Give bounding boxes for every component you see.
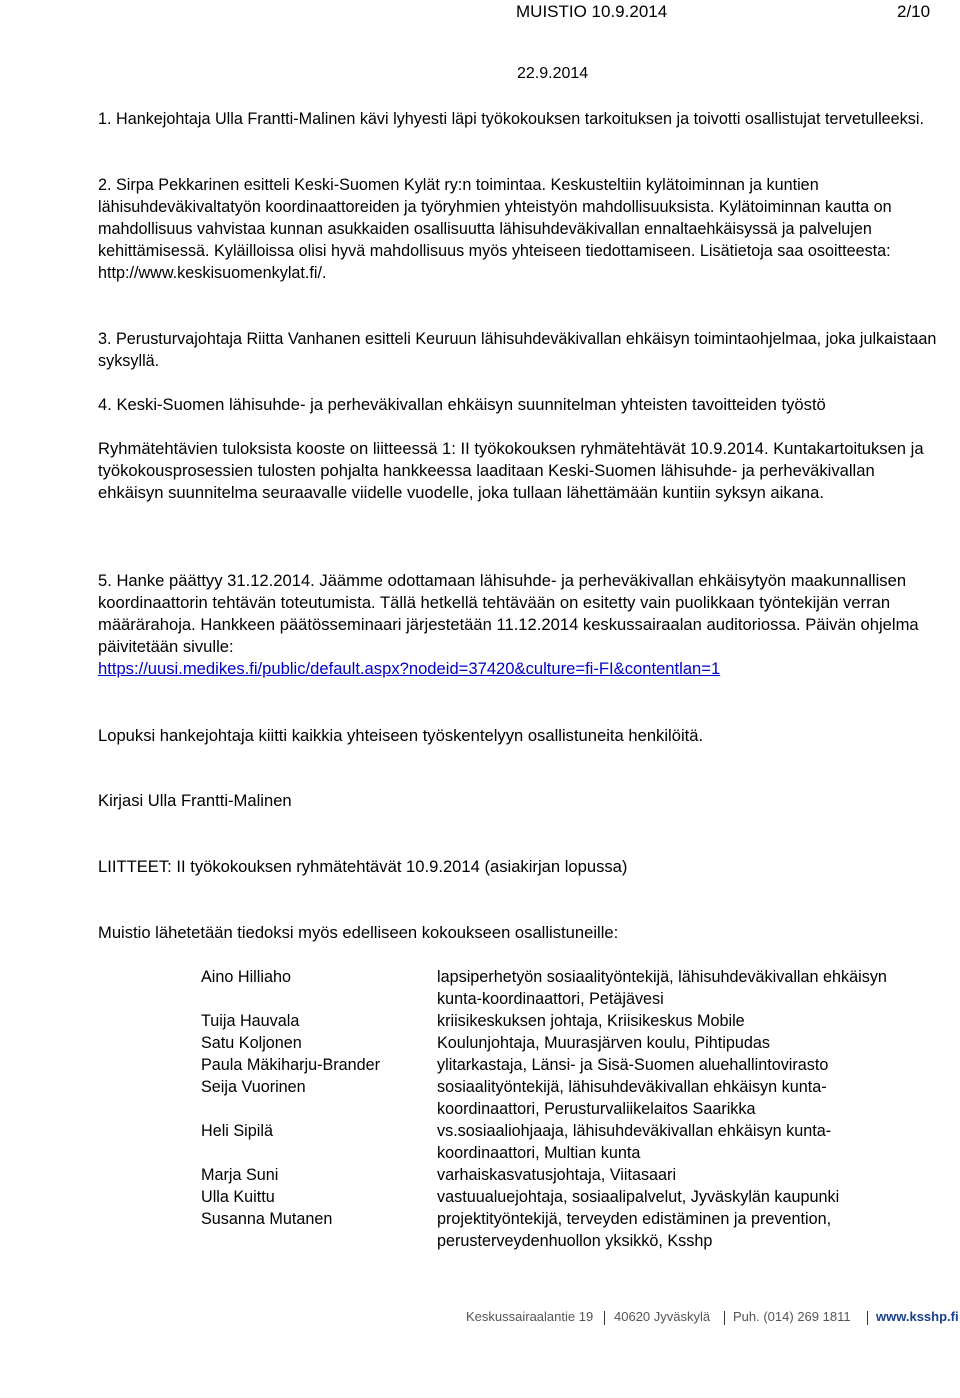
closing-remark: Lopuksi hankejohtaja kiitti kaikkia yhteiseen työskentelyyn osallistuneita henkilöitä.	[98, 726, 704, 745]
page-header	[516, 2, 931, 22]
recipient-role: ylitarkastaja, Länsi- ja Sisä-Suomen aluehallintovirasto	[437, 1056, 829, 1074]
recipient-name: Seija Vuorinen	[201, 1078, 306, 1096]
recipient-role: lapsiperhetyön sosiaalityöntekijä, lähisuhdeväkivallan ehkäisyn kunta-koordinaattori, Petäjävesi	[437, 968, 887, 1008]
distribution-row	[201, 1186, 921, 1208]
recipient-role: kriisikeskuksen johtaja, Kriisikeskus Mobile	[437, 1012, 745, 1030]
recipient-role: projektityöntekijä, terveyden edistäminen ja prevention, perusterveydenhuollon yksikkö, Ksshp	[437, 1210, 832, 1250]
recipient-name: Marja Suni	[201, 1166, 279, 1184]
item-4-heading: 4. Keski-Suomen lähisuhde- ja perheväkivallan ehkäisyn suunnitelman yhteisten tavoitteiden työstö	[98, 395, 826, 414]
footer-phone: Puh. (014) 269 1811	[733, 1309, 851, 1324]
item-1	[98, 108, 938, 130]
meeting-date: 22.9.2014	[517, 65, 589, 82]
distribution-row	[201, 1010, 921, 1032]
recipient-name: Heli Sipilä	[201, 1122, 273, 1140]
footer-postal: 40620 Jyväskylä	[614, 1309, 711, 1324]
item-3	[98, 328, 938, 372]
distribution-intro: Muistio lähetetään tiedoksi myös edelliseen kokoukseen osallistuneille:	[98, 923, 619, 942]
distribution-row	[201, 1164, 921, 1186]
distribution-row	[201, 1032, 921, 1054]
recipient-name: Paula Mäkiharju-Brander	[201, 1056, 381, 1074]
footer-divider	[867, 1311, 868, 1325]
item-2	[98, 174, 938, 284]
footer-divider	[604, 1311, 605, 1325]
item-4	[98, 394, 938, 504]
footer-divider	[724, 1311, 725, 1325]
recipient-name: Aino Hilliaho	[201, 968, 291, 986]
item-5-text: 5. Hanke päättyy 31.12.2014. Jäämme odottamaan lähisuhde- ja perheväkivallan ehkäisytyön maakunnallisen koordinaattorin tehtävän toteutumista. Tällä hetkellä tehtävään on esitetty vain puolikkaan työntekijän verran määrärahoja. Hankkeen päätösseminaari järjestetään 11.12.2014 keskussairaalan auditoriossa. Päivän ohjelma päivitetään sivulle:	[98, 571, 919, 656]
recipient-role: varhaiskasvatusjohtaja, Viitasaari	[437, 1166, 677, 1184]
item-5	[98, 570, 938, 680]
attachments: LIITTEET: II työkokouksen ryhmätehtävät 10.9.2014 (asiakirjan lopussa)	[98, 857, 628, 876]
distribution-row	[201, 1054, 921, 1076]
distribution-row	[201, 1208, 921, 1252]
recipient-role: sosiaalityöntekijä, lähisuhdeväkivallan ehkäisyn kunta-koordinaattori, Perusturvaliikelaitos Saarikka	[437, 1078, 827, 1118]
item-3-text: 3. Perusturvajohtaja Riitta Vanhanen esitteli Keuruun lähisuhdeväkivallan ehkäisyn toimintaohjelmaa, joka julkaistaan syksyllä.	[98, 330, 937, 370]
page-number: 2/10	[897, 2, 931, 21]
item-4-detail: Ryhmätehtävien tuloksista kooste on liitteessä 1: II työkokouksen ryhmätehtävät 10.9.2014. Kuntakartoituksen ja työkokousprosessien tulosten pohjalta hankkeessa laaditaan Keski-Suomen lähisuhde- ja perheväkivallan ehkäisyn suunnitelma seuraavalle viidelle vuodelle, joka tullaan lähettämään kuntiin syksyn aikana.	[98, 439, 924, 502]
recipient-name: Susanna Mutanen	[201, 1210, 333, 1228]
item-2-text: 2. Sirpa Pekkarinen esitteli Keski-Suomen Kylät ry:n toimintaa. Keskusteltiin kylätoiminnan ja kuntien lähisuhdeväkivaltatyön koordinaattoreiden ja työryhmien yhteistyön mahdollisuuksista. Kylätoiminnan kautta on mahdollisuus vahvistaa kunnan asukkaiden osallisuutta lähisuhdeväkivallan ennaltaehkäisyssä ja palvelujen kehittämisessä. Kyläilloissa olisi hyvä mahdollisuus myös yhteiseen tiedottamiseen. Lisätietoja saa osoitteesta: http://www.keskisuomenkylat.fi/.	[98, 176, 892, 282]
footer-address: Keskussairaalantie 19	[466, 1309, 594, 1324]
recipient-role: Koulunjohtaja, Muurasjärven koulu, Pihtipudas	[437, 1034, 770, 1052]
recipient-role: vastuualuejohtaja, sosiaalipalvelut, Jyväskylän kaupunki	[437, 1188, 840, 1206]
recipient-role: vs.sosiaaliohjaaja, lähisuhdeväkivallan ehkäisyn kunta-koordinaattori, Multian kunta	[437, 1122, 832, 1162]
page-footer	[466, 1309, 960, 1329]
seminar-program-link[interactable]: https://uusi.medikes.fi/public/default.aspx?nodeid=37420&culture=fi-FI&contentlan=1	[98, 659, 721, 678]
distribution-row	[201, 1120, 921, 1164]
document-title: MUISTIO 10.9.2014	[516, 2, 668, 21]
distribution-row	[201, 1076, 921, 1120]
footer-website: www.ksshp.fi	[876, 1309, 959, 1324]
distribution-list	[201, 966, 921, 1252]
recipient-name: Satu Koljonen	[201, 1034, 302, 1052]
recipient-name: Tuija Hauvala	[201, 1012, 300, 1030]
item-1-text: 1. Hankejohtaja Ulla Frantti-Malinen kävi lyhyesti läpi työkokouksen tarkoituksen ja toivotti osallistujat tervetulleeksi.	[98, 110, 924, 128]
signature: Kirjasi Ulla Frantti-Malinen	[98, 791, 292, 810]
recipient-name: Ulla Kuittu	[201, 1188, 275, 1206]
distribution-row	[201, 966, 921, 1010]
